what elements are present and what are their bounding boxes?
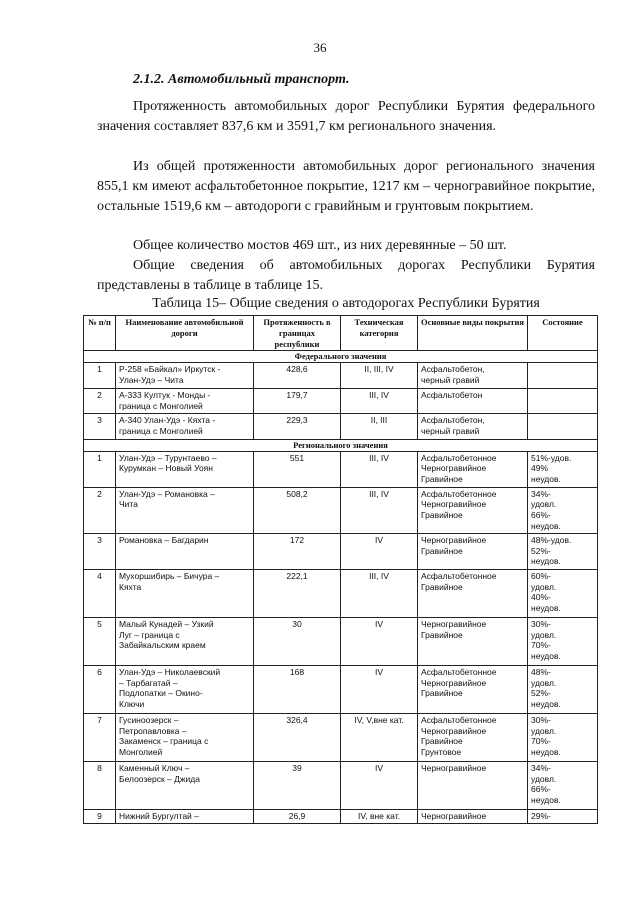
header-surface: Основные виды покрытия: [418, 316, 528, 351]
cell-line: 70%-: [531, 736, 551, 747]
cell-line: Гравийное: [421, 510, 463, 521]
cell-line: удовл.: [531, 581, 557, 592]
cell-line: Гравийное: [421, 545, 463, 556]
table-row: [84, 665, 598, 713]
road-name: [116, 363, 254, 389]
regional-section-label: Регионального значения: [84, 439, 598, 451]
row-number: 3: [84, 533, 116, 569]
cell-line: 49%: [531, 463, 549, 474]
road-state: [528, 713, 598, 761]
road-state: [528, 809, 598, 823]
road-name: [116, 713, 254, 761]
road-surface: [418, 533, 528, 569]
roads-table-body: [84, 351, 598, 823]
table-row: [84, 533, 598, 569]
cell-line: 51%-удов.: [531, 452, 572, 463]
cell-line: неудов.: [531, 699, 561, 710]
road-surface: [418, 617, 528, 665]
cell-line: Асфальтобетонное: [421, 714, 497, 725]
federal-section-label: Федерального значения: [84, 351, 598, 363]
cell-line: Асфальтобетонное: [421, 488, 497, 499]
road-surface: [418, 761, 528, 809]
paragraph-table-reference: Общие сведения об автомобильных дорогах Республики Бурятия представлены в таблице в таблице 15.: [97, 258, 595, 293]
road-state: [528, 761, 598, 809]
road-length: 229,3: [254, 413, 341, 439]
road-category: III, IV: [341, 451, 418, 487]
road-surface: [418, 389, 528, 414]
row-number: 6: [84, 665, 116, 713]
row-number: 1: [84, 451, 116, 487]
table-caption: Таблица 15– Общие сведения о автодорогах Республики Бурятия: [152, 296, 540, 311]
header-state: Состояние: [528, 316, 598, 351]
cell-line: 30%-: [531, 714, 551, 725]
table-row: [84, 569, 598, 617]
road-category: III, IV: [341, 487, 418, 533]
cell-line: Курумкан – Новый Уоян: [119, 463, 213, 474]
roads-table: [83, 315, 598, 824]
row-number: 2: [84, 389, 116, 414]
cell-line: Черногравийное: [421, 677, 487, 688]
cell-line: черный гравий: [421, 425, 480, 436]
regional-section-row: [84, 439, 598, 451]
table-row: [84, 809, 598, 823]
road-state: [528, 451, 598, 487]
cell-line: Петропавловка –: [119, 725, 187, 736]
paragraph-road-length: Протяженность автомобильных дорог Республики Бурятия федерального значения составляет 837,6 км и 3591,7 км регионального значения.: [97, 99, 595, 134]
cell-line: неудов.: [531, 556, 561, 567]
cell-line: 40%-: [531, 592, 551, 603]
cell-line: Улан-Удэ – Чита: [119, 374, 184, 385]
road-surface: [418, 713, 528, 761]
cell-line: удовл.: [531, 677, 557, 688]
cell-line: Малый Кунадей – Узкий: [119, 618, 214, 629]
table-row: [84, 451, 598, 487]
cell-line: Мухоршибирь – Бичура –: [119, 570, 220, 581]
road-category: II, III, IV: [341, 363, 418, 389]
row-number: 4: [84, 569, 116, 617]
road-length: 551: [254, 451, 341, 487]
road-category: III, IV: [341, 389, 418, 414]
table-row: [84, 413, 598, 439]
cell-line: Асфальтобетон,: [421, 364, 485, 375]
cell-line: Романовка – Багдарин: [119, 534, 209, 545]
road-state: [528, 665, 598, 713]
cell-line: 29%-: [531, 810, 551, 821]
cell-line: черный гравий: [421, 374, 480, 385]
paragraph-bridges: Общее количество мостов 469 шт., из них деревянные – 50 шт.: [133, 238, 507, 253]
cell-line: Асфальтобетонное: [421, 570, 497, 581]
cell-line: 66%-: [531, 784, 551, 795]
cell-line: неудов.: [531, 747, 561, 758]
road-length: 222,1: [254, 569, 341, 617]
road-name: [116, 569, 254, 617]
road-state: [528, 569, 598, 617]
road-length: 39: [254, 761, 341, 809]
section-heading: 2.1.2. Автомобильный транспорт.: [133, 72, 350, 87]
road-category: III, IV: [341, 569, 418, 617]
road-surface: [418, 809, 528, 823]
cell-line: 34%-: [531, 762, 551, 773]
cell-line: Подлопатки – Окино-: [119, 688, 203, 699]
row-number: 5: [84, 617, 116, 665]
road-state: [528, 533, 598, 569]
row-number: 1: [84, 363, 116, 389]
cell-line: Черногравийное: [421, 810, 487, 821]
cell-line: Монголией: [119, 747, 163, 758]
cell-line: Белоозерск – Джида: [119, 773, 200, 784]
road-category: IV, вне кат.: [341, 809, 418, 823]
table-row: [84, 617, 598, 665]
road-state: [528, 617, 598, 665]
road-name: [116, 413, 254, 439]
cell-line: Улан-Удэ – Николаевский: [119, 666, 221, 677]
cell-line: неудов.: [531, 603, 561, 614]
cell-line: удовл.: [531, 499, 557, 510]
cell-line: 70%-: [531, 640, 551, 651]
road-length: 179,7: [254, 389, 341, 414]
cell-line: Гравийное: [421, 474, 463, 485]
cell-line: 66%-: [531, 510, 551, 521]
cell-line: 60%-: [531, 570, 551, 581]
road-length: 508,2: [254, 487, 341, 533]
cell-line: Черногравийное: [421, 534, 487, 545]
road-state: [528, 389, 598, 414]
road-name: [116, 665, 254, 713]
header-category: Техническая категория: [341, 316, 418, 351]
cell-line: Асфальтобетон: [421, 390, 483, 401]
cell-line: Черногравийное: [421, 463, 487, 474]
road-name: [116, 451, 254, 487]
road-length: 172: [254, 533, 341, 569]
cell-line: А-333 Култук - Монды -: [119, 390, 211, 401]
cell-line: 52%-: [531, 545, 551, 556]
cell-line: Черногравийное: [421, 618, 487, 629]
cell-line: Черногравийное: [421, 499, 487, 510]
row-number: 2: [84, 487, 116, 533]
cell-line: Грунтовое: [421, 747, 462, 758]
road-state: [528, 363, 598, 389]
cell-line: Луг – граница с: [119, 629, 180, 640]
cell-line: Кяхта: [119, 581, 142, 592]
header-length: Протяженность в границах республики: [254, 316, 341, 351]
paragraph-surface-types: Из общей протяженности автомобильных дорог регионального значения 855,1 км имеют асфальтобетонное покрытие, 1217 км – черногравийное покрытие, остальные 1519,6 км – автодороги с гравийным и грунтовым покрытием.: [97, 159, 595, 214]
cell-line: неудов.: [531, 795, 561, 806]
row-number: 8: [84, 761, 116, 809]
table-row: [84, 389, 598, 414]
cell-line: Гравийное: [421, 629, 463, 640]
cell-line: Забайкальским краем: [119, 640, 206, 651]
cell-line: удовл.: [531, 629, 557, 640]
table-header-row: [84, 316, 598, 351]
row-number: 3: [84, 413, 116, 439]
cell-line: Ключи: [119, 699, 145, 710]
cell-line: 48%-: [531, 666, 551, 677]
road-length: 326,4: [254, 713, 341, 761]
cell-line: удовл.: [531, 725, 557, 736]
road-length: 168: [254, 665, 341, 713]
cell-line: Асфальтобетонное: [421, 666, 497, 677]
road-length: 30: [254, 617, 341, 665]
cell-line: граница с Монголией: [119, 400, 203, 411]
cell-line: Гравийное: [421, 581, 463, 592]
road-name: [116, 809, 254, 823]
road-category: IV: [341, 533, 418, 569]
road-length: 428,6: [254, 363, 341, 389]
cell-line: Улан-Удэ – Романовка –: [119, 488, 215, 499]
row-number: 7: [84, 713, 116, 761]
header-road-name: Наименование автомобильной дороги: [116, 316, 254, 351]
road-category: IV: [341, 665, 418, 713]
header-number: № п/п: [84, 316, 116, 351]
cell-line: Гравийное: [421, 688, 463, 699]
road-name: [116, 617, 254, 665]
road-length: 26,9: [254, 809, 341, 823]
table-row: [84, 713, 598, 761]
road-state: [528, 487, 598, 533]
road-name: [116, 761, 254, 809]
road-surface: [418, 363, 528, 389]
cell-line: Асфальтобетон,: [421, 414, 485, 425]
cell-line: Каменный Ключ –: [119, 762, 190, 773]
cell-line: 52%-: [531, 688, 551, 699]
road-name: [116, 533, 254, 569]
cell-line: Нижний Бургултай –: [119, 810, 199, 821]
cell-line: Гусиноозерск –: [119, 714, 179, 725]
cell-line: неудов.: [531, 651, 561, 662]
cell-line: удовл.: [531, 773, 557, 784]
cell-line: 34%-: [531, 488, 551, 499]
cell-line: Гравийное: [421, 736, 463, 747]
road-surface: [418, 451, 528, 487]
cell-line: Закаменск – граница с: [119, 736, 209, 747]
cell-line: Черногравийное: [421, 725, 487, 736]
page-number: 36: [313, 40, 327, 55]
cell-line: неудов.: [531, 520, 561, 531]
road-surface: [418, 413, 528, 439]
road-surface: [418, 665, 528, 713]
row-number: 9: [84, 809, 116, 823]
cell-line: Р-258 «Байкал» Иркутск -: [119, 364, 221, 375]
table-row: [84, 761, 598, 809]
cell-line: 48%-удов.: [531, 534, 572, 545]
road-category: II, III: [341, 413, 418, 439]
road-category: IV: [341, 761, 418, 809]
cell-line: 30%-: [531, 618, 551, 629]
road-surface: [418, 487, 528, 533]
cell-line: Черногравийное: [421, 762, 487, 773]
cell-line: Асфальтобетонное: [421, 452, 497, 463]
road-surface: [418, 569, 528, 617]
road-category: IV: [341, 617, 418, 665]
cell-line: Улан-Удэ – Турунтаево –: [119, 452, 217, 463]
road-category: IV, V,вне кат.: [341, 713, 418, 761]
cell-line: А-340 Улан-Удэ - Кяхта -: [119, 414, 216, 425]
table-row: [84, 487, 598, 533]
table-row: [84, 363, 598, 389]
cell-line: – Тарбагатай –: [119, 677, 178, 688]
road-state: [528, 413, 598, 439]
road-name: [116, 487, 254, 533]
cell-line: Чита: [119, 499, 138, 510]
road-name: [116, 389, 254, 414]
federal-section-row: [84, 351, 598, 363]
cell-line: граница с Монголией: [119, 425, 203, 436]
cell-line: неудов.: [531, 474, 561, 485]
